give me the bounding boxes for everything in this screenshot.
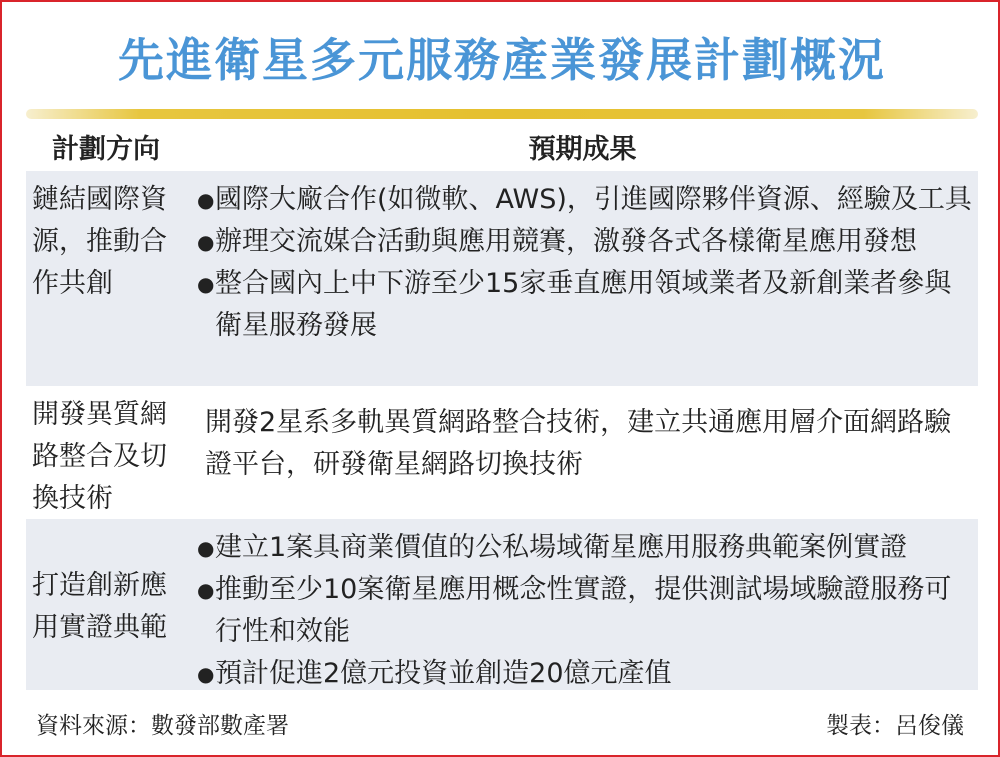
list-item-text: 整合國內上中下游至少15家垂直應用領域業者及新創業者參與衛星服務發展 — [215, 268, 952, 341]
source-note: 資料來源：數發部數產署 — [36, 713, 289, 739]
header-direction: 計劃方向 — [52, 134, 160, 165]
list-item — [197, 179, 978, 221]
list-item — [197, 569, 978, 653]
list-item-text: 預計促進2億元投資並創造20億元產值 — [215, 658, 672, 689]
table-row — [26, 171, 978, 386]
list-item-text: 建立1案具商業價值的公私場域衛星應用服務典範案例實證 — [215, 532, 908, 563]
bullet-icon: ● — [197, 272, 215, 296]
author-note: 製表：呂俊儀 — [826, 713, 964, 739]
bullet-icon: ● — [197, 188, 215, 212]
list-item — [197, 221, 978, 263]
list-item — [197, 653, 978, 695]
table-row — [26, 519, 978, 690]
bullet-icon: ● — [197, 536, 215, 560]
row-outcome — [187, 171, 978, 386]
row-direction: 鏈結國際資源，推動合作共創 — [32, 184, 167, 299]
row-outcome: 開發2星系多軌異質網路整合技術，建立共通應用層介面網路驗證平台，研發衛星網路切換技術 — [205, 407, 952, 480]
table-header — [26, 125, 978, 171]
row-direction: 打造創新應用實證典範 — [32, 570, 167, 643]
list-item-text: 國際大廠合作(如微軟、AWS)，引進國際夥伴資源、經驗及工具 — [215, 184, 972, 215]
list-item-text: 辦理交流媒合活動與應用競賽，激發各式各樣衛星應用發想 — [215, 226, 917, 257]
header-outcome: 預期成果 — [528, 134, 637, 165]
list-item — [197, 527, 978, 569]
title-underline — [26, 109, 978, 119]
table-row — [26, 386, 978, 519]
row-outcome — [187, 519, 978, 690]
bullet-icon: ● — [197, 230, 215, 254]
row-direction: 開發異質網路整合及切換技術 — [32, 399, 167, 514]
bullet-icon: ● — [197, 662, 215, 686]
page-title: 先進衛星多元服務產業發展計劃概況 — [118, 33, 886, 87]
bullet-icon: ● — [197, 578, 215, 602]
list-item-text: 推動至少10案衛星應用概念性實證，提供測試場域驗證服務可行性和效能 — [215, 574, 952, 647]
list-item — [197, 263, 978, 347]
